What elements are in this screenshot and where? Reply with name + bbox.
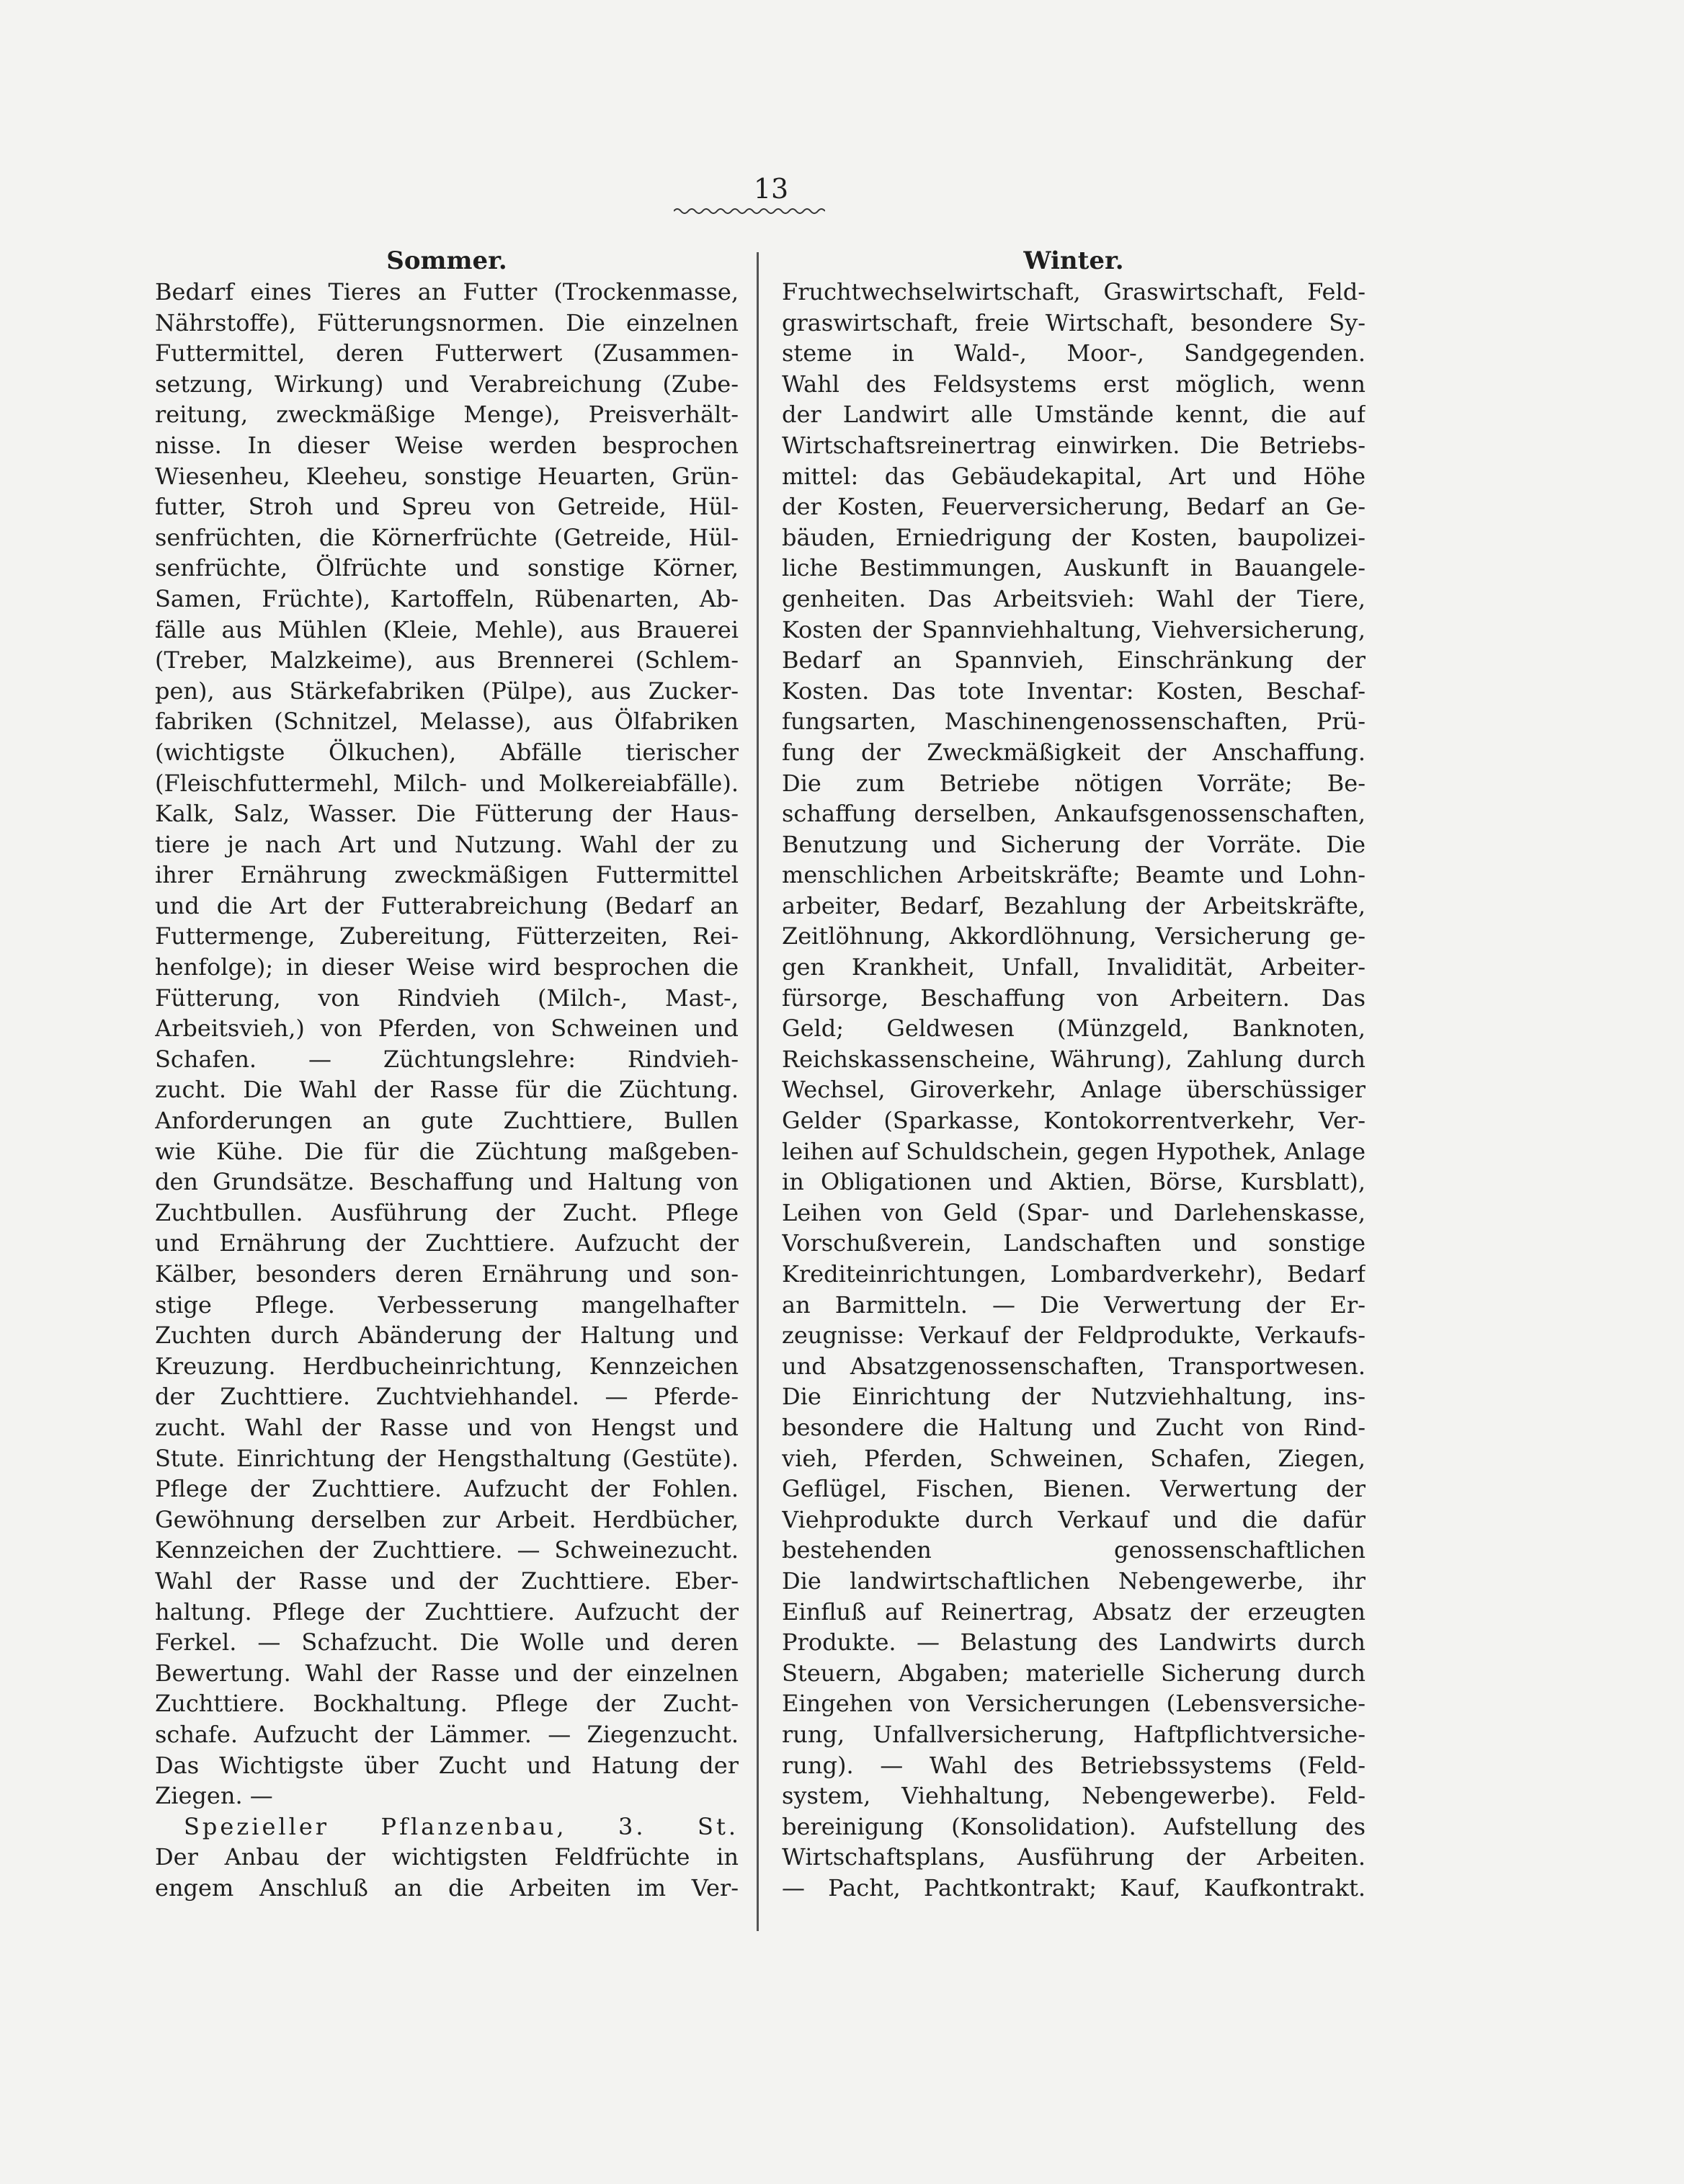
text-line: bäuden, Erniedrigung der Kosten, baupolizei- — [782, 523, 1366, 551]
text-line: zucht. Wahl der Rasse und von Hengst und — [155, 1413, 739, 1441]
text-line: Geld; Geldwesen (Münzgeld, Banknoten, — [782, 1015, 1366, 1043]
text-line: Die Einrichtung der Nutzviehhaltung, ins- — [782, 1383, 1366, 1411]
text-line: Zeitlöhnung, Akkordlöhnung, Versicherung ge- — [782, 922, 1366, 950]
text-line: Kosten der Spannviehhaltung, Viehversicherung, — [782, 615, 1366, 643]
text-line: Eingehen von Versicherungen (Lebensversiche- — [782, 1690, 1366, 1718]
text-line: und Absatzgenossenschaften, Transportwesen. — [782, 1352, 1366, 1380]
text-line: rung, Unfallversicherung, Haftpflichtversiche- — [782, 1720, 1366, 1748]
text-line: Bedarf eines Tieres an Futter (Trockenmasse, — [155, 278, 739, 306]
column-text — [155, 277, 739, 1903]
text-line: Produkte. — Belastung des Landwirts durch — [782, 1628, 1366, 1657]
text-line: den Grundsätze. Beschaffung und Haltung von — [155, 1168, 739, 1196]
text-line: Samen, Früchte), Kartoffeln, Rübenarten, Ab- — [155, 584, 739, 612]
text-line: fälle aus Mühlen (Kleie, Mehle), aus Brauerei — [155, 615, 739, 643]
text-line: Bewertung. Wahl der Rasse und der einzelnen — [155, 1659, 739, 1687]
text-line: Gewöhnung derselben zur Arbeit. Herdbücher, — [155, 1505, 739, 1533]
text-line: vieh, Pferden, Schweinen, Schafen, Ziegen, — [782, 1444, 1366, 1472]
text-line: Kälber, besonders deren Ernährung und son- — [155, 1260, 739, 1288]
text-line: an Barmitteln. — Die Verwertung der Er- — [782, 1291, 1366, 1319]
text-line: setzung, Wirkung) und Verabreichung (Zube- — [155, 370, 739, 398]
column-sommer — [155, 245, 739, 1903]
text-line: — Pacht, Pachtkontrakt; Kauf, Kaufkontrakt. — [782, 1873, 1366, 1902]
text-line: Kennzeichen der Zuchttiere. — Schweinezucht. — [155, 1536, 739, 1564]
text-line: system, Viehhaltung, Nebengewerbe). Feld- — [782, 1782, 1366, 1810]
text-line: menschlichen Arbeitskräfte; Beamte und Lohn- — [782, 861, 1366, 889]
text-line: Zuchten durch Abänderung der Haltung und — [155, 1321, 739, 1350]
text-line: Die landwirtschaftlichen Nebengewerbe, ihr — [782, 1566, 1366, 1595]
text-line: Viehprodukte durch Verkauf und die dafür — [782, 1505, 1366, 1533]
column-text — [782, 277, 1366, 1903]
text-line: Der Anbau der wichtigsten Feldfrüchte in — [155, 1843, 739, 1871]
text-line: Wiesenheu, Kleeheu, sonstige Heuarten, Grün- — [155, 462, 739, 490]
text-line: Spezieller Pflanzenbau, 3. St. — [184, 1812, 739, 1840]
text-line: henfolge); in dieser Weise wird besprochen die — [155, 953, 739, 981]
text-line: Reichskassenscheine, Währung), Zahlung durch — [782, 1045, 1366, 1073]
text-line: Schafen. — Züchtungslehre: Rindvieh- — [155, 1045, 739, 1073]
text-line: steme in Wald-, Moor-, Sandgegenden. — [782, 339, 1366, 367]
text-line: fungsarten, Maschinengenossenschaften, Prü- — [782, 708, 1366, 736]
text-line: Zuchtbullen. Ausführung der Zucht. Pflege — [155, 1198, 739, 1226]
text-line: schafe. Aufzucht der Lämmer. — Ziegenzucht. — [155, 1720, 739, 1748]
text-line: Einfluß auf Reinertrag, Absatz der erzeugten — [782, 1597, 1366, 1626]
text-line: engem Anschluß an die Arbeiten im Ver- — [155, 1873, 739, 1902]
text-line: fürsorge, Beschaffung von Arbeitern. Das — [782, 984, 1366, 1012]
text-line: genheiten. Das Arbeitsvieh: Wahl der Tiere, — [782, 584, 1366, 612]
text-line: futter, Stroh und Spreu von Getreide, Hül- — [155, 493, 739, 521]
text-line: Vorschußverein, Landschaften und sonstige — [782, 1229, 1366, 1257]
text-line: Ziegen. — — [155, 1782, 273, 1810]
text-line: Benutzung und Sicherung der Vorräte. Die — [782, 830, 1366, 858]
text-line: Geflügel, Fischen, Bienen. Verwertung der — [782, 1475, 1366, 1503]
text-line: und die Art der Futterabreichung (Bedarf an — [155, 891, 739, 919]
text-line: nisse. In dieser Weise werden besprochen — [155, 431, 739, 459]
text-line: Krediteinrichtungen, Lombardverkehr), Bedarf — [782, 1260, 1366, 1288]
text-line: Steuern, Abgaben; materielle Sicherung durch — [782, 1659, 1366, 1687]
text-line: arbeiter, Bedarf, Bezahlung der Arbeitskräfte, — [782, 891, 1366, 919]
text-line: Fütterung, von Rindvieh (Milch-, Mast-, — [155, 984, 739, 1012]
column-winter — [782, 245, 1366, 1903]
text-line: Wahl der Rasse und der Zuchttiere. Eber- — [155, 1566, 739, 1595]
text-line: gen Krankheit, Unfall, Invalidität, Arbeiter- — [782, 953, 1366, 981]
text-line: zeugnisse: Verkauf der Feldprodukte, Verkaufs- — [782, 1321, 1366, 1350]
text-line: leihen auf Schuldschein, gegen Hypothek, Anlage — [782, 1137, 1366, 1165]
text-line: haltung. Pflege der Zuchttiere. Aufzucht der — [155, 1597, 739, 1626]
text-line: Ferkel. — Schafzucht. Die Wolle und deren — [155, 1628, 739, 1657]
text-line: (Fleischfuttermehl, Milch- und Molkereiabfälle). — [155, 769, 739, 797]
text-line: tiere je nach Art und Nutzung. Wahl der zu — [155, 830, 739, 858]
text-line: Kosten. Das tote Inventar: Kosten, Beschaf- — [782, 677, 1366, 705]
text-line: Nährstoffe), Fütterungsnormen. Die einzelnen — [155, 308, 739, 336]
column-heading: Sommer. — [386, 246, 507, 275]
text-line: Fruchtwechselwirtschaft, Graswirtschaft, Feld- — [782, 278, 1366, 306]
text-line: (Treber, Malzkeime), aus Brennerei (Schlem- — [155, 646, 739, 674]
text-line: zucht. Die Wahl der Rasse für die Züchtung. — [155, 1076, 739, 1104]
text-line: Anforderungen an gute Zuchttiere, Bullen — [155, 1107, 739, 1135]
text-line: liche Bestimmungen, Auskunft in Bauangele- — [782, 554, 1366, 582]
text-line: fabriken (Schnitzel, Melasse), aus Ölfabriken — [155, 708, 739, 736]
text-line: graswirtschaft, freie Wirtschaft, besondere Sy- — [782, 308, 1366, 336]
text-line: der Landwirt alle Umstände kennt, die auf — [782, 401, 1366, 429]
text-line: bereinigung (Konsolidation). Aufstellung des — [782, 1812, 1366, 1840]
text-line: (wichtigste Ölkuchen), Abfälle tierischer — [155, 738, 739, 766]
text-line: Gelder (Sparkasse, Kontokorrentverkehr, Ver- — [782, 1107, 1366, 1135]
text-line: Leihen von Geld (Spar- und Darlehenskasse, — [782, 1198, 1366, 1226]
text-line: Bedarf an Spannvieh, Einschränkung der — [782, 646, 1366, 674]
text-line: Die zum Betriebe nötigen Vorräte; Be- — [782, 769, 1366, 797]
text-line: Wirtschaftsreinertrag einwirken. Die Betriebs- — [782, 431, 1366, 459]
text-line: Stute. Einrichtung der Hengsthaltung (Gestüte). — [155, 1444, 739, 1472]
text-line: in Obligationen und Aktien, Börse, Kursblatt), — [782, 1168, 1366, 1196]
text-line: stige Pflege. Verbesserung mangelhafter — [155, 1291, 739, 1319]
text-line: reitung, zweckmäßige Menge), Preisverhält- — [155, 401, 739, 429]
page-number: 13 — [753, 173, 789, 205]
text-line: bestehenden genossenschaftlichen — [782, 1536, 1366, 1564]
text-line: rung). — Wahl des Betriebssystems (Feld- — [782, 1751, 1366, 1779]
text-line: pen), aus Stärkefabriken (Pülpe), aus Zucker- — [155, 677, 739, 705]
text-line: fung der Zweckmäßigkeit der Anschaffung. — [782, 738, 1366, 766]
ornament-wave-divider — [674, 205, 825, 217]
text-line: Wirtschaftsplans, Ausführung der Arbeiten. — [782, 1843, 1366, 1871]
text-line: besondere die Haltung und Zucht von Rind- — [782, 1413, 1366, 1441]
text-line: wie Kühe. Die für die Züchtung maßgeben- — [155, 1137, 739, 1165]
text-line: Das Wichtigste über Zucht und Hatung der — [155, 1751, 739, 1779]
text-line: Futtermittel, deren Futterwert (Zusammen- — [155, 339, 739, 367]
text-line: mittel: das Gebäudekapital, Art und Höhe — [782, 462, 1366, 490]
text-line: der Kosten, Feuerversicherung, Bedarf an Ge- — [782, 493, 1366, 521]
text-line: senfrüchten, die Körnerfrüchte (Getreide, Hül- — [155, 523, 739, 551]
text-line: Wahl des Feldsystems erst möglich, wenn — [782, 370, 1366, 398]
text-line: Wechsel, Giroverkehr, Anlage überschüssiger — [782, 1076, 1366, 1104]
text-line: schaffung derselben, Ankaufsgenossenschaften, — [782, 800, 1366, 828]
text-line: Arbeitsvieh,) von Pferden, von Schweinen und — [155, 1015, 739, 1043]
text-line: ihrer Ernährung zweckmäßigen Futtermittel — [155, 861, 739, 889]
text-line: Kalk, Salz, Wasser. Die Fütterung der Haus- — [155, 800, 739, 828]
text-line: und Ernährung der Zuchttiere. Aufzucht der — [155, 1229, 739, 1257]
text-line: senfrüchte, Ölfrüchte und sonstige Körner, — [155, 554, 739, 582]
text-line: Zuchttiere. Bockhaltung. Pflege der Zucht- — [155, 1690, 739, 1718]
text-line: Pflege der Zuchttiere. Aufzucht der Fohlen. — [155, 1475, 739, 1503]
column-heading: Winter. — [1023, 246, 1124, 275]
text-line: Kreuzung. Herdbucheinrichtung, Kennzeichen — [155, 1352, 739, 1380]
column-divider — [757, 252, 759, 1931]
text-line: der Zuchttiere. Zuchtviehhandel. — Pferde- — [155, 1383, 739, 1411]
text-line: Futtermenge, Zubereitung, Fütterzeiten, Rei- — [155, 922, 739, 950]
